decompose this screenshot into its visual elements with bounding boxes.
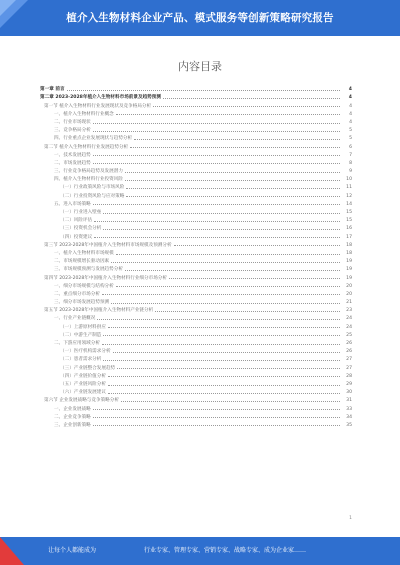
toc-entry-label: （一）上游原材料供应 (60, 324, 106, 330)
toc-entry[interactable] (40, 395, 352, 403)
toc-entry[interactable] (40, 84, 352, 92)
toc-leader-dots (103, 360, 340, 361)
toc-entry-page: 23 (346, 308, 352, 314)
toc-entry[interactable] (40, 321, 352, 329)
toc-entry-page: 4 (348, 87, 352, 93)
toc-entry-label: （一）行业政策风险与市场风险 (60, 185, 125, 191)
toc-entry[interactable] (40, 371, 352, 379)
toc-leader-dots (94, 221, 340, 222)
toc-leader-dots (94, 237, 340, 238)
toc-leader-dots (125, 270, 340, 271)
toc-leader-dots (126, 196, 340, 197)
toc-leader-dots (155, 311, 340, 312)
toc-entry-page: 10 (346, 177, 352, 183)
toc-leader-dots (116, 114, 340, 115)
toc-entry-label: 二、市场规模增长驱动因素 (54, 259, 110, 265)
toc-entry-label: （四）产业链价值分析 (60, 373, 106, 379)
toc-entry-page: 14 (346, 201, 352, 207)
toc-entry-label: 第二节 植介入生物材料行业发展趋势分析 (44, 144, 129, 150)
toc-entry-page: 24 (346, 316, 352, 322)
toc-leader-dots (116, 286, 340, 287)
toc-leader-dots (93, 155, 340, 156)
toc-entry-label: （二）患者需求分析 (60, 357, 102, 363)
toc-entry-page: 24 (346, 324, 352, 330)
toc-entry[interactable] (40, 125, 352, 133)
toc-entry-label: （二）中游生产制造 (60, 332, 102, 338)
toc-entry[interactable] (40, 166, 352, 174)
toc-entry-label: 三、企业创新策略 (54, 422, 91, 428)
toc-leader-dots (108, 327, 340, 328)
toc-leader-dots (93, 417, 340, 418)
toc-leader-dots (113, 352, 340, 353)
toc-entry[interactable] (40, 330, 352, 338)
toc-leader-dots (108, 385, 340, 386)
toc-entry[interactable] (40, 240, 352, 248)
toc-title: 内容目录 (178, 60, 222, 73)
toc-entry[interactable] (40, 313, 352, 321)
toc-entry-page: 5 (349, 136, 352, 142)
toc-entry[interactable] (40, 256, 352, 264)
toc-leader-dots (134, 139, 340, 140)
toc-entry-label: 第三节 2023-2028年中国植介入生物材料市场规模及预测分析 (44, 242, 172, 248)
toc-entry[interactable] (40, 141, 352, 149)
toc-entry[interactable] (40, 190, 352, 198)
toc-entry[interactable] (40, 403, 352, 411)
toc-leader-dots (103, 213, 340, 214)
toc-entry-label: 二、市场发展趋势 (54, 160, 91, 166)
toc-leader-dots (117, 368, 340, 369)
footer-slogan-right: 行业专家、管理专家、营销专家、战略专家、成为企业家…… (144, 547, 307, 554)
toc-entry-label: 二、行业市场现状 (54, 119, 91, 125)
toc-entry-page: 4 (348, 95, 352, 101)
toc-entry-page: 19 (346, 259, 352, 265)
footer-corner-decoration (0, 537, 40, 565)
toc-entry-page: 34 (346, 414, 352, 420)
toc-entry-label: 第六节 企业发展战略与竞争策略分析 (44, 398, 119, 404)
toc-leader-dots (102, 344, 340, 345)
toc-entry-page: 35 (346, 422, 352, 428)
toc-entry[interactable] (40, 223, 352, 231)
toc-leader-dots (67, 90, 340, 91)
toc-entry-label: （五）产业链风险分析 (60, 381, 106, 387)
toc-entry-label: （二）行业投资风险与应对策略 (60, 193, 125, 199)
toc-entry-page: 4 (349, 119, 352, 125)
toc-leader-dots (111, 262, 340, 263)
toc-entry[interactable] (40, 207, 352, 215)
toc-entry-page: 4 (349, 111, 352, 117)
toc-entry-page: 26 (346, 349, 352, 355)
toc-entry-page: 20 (346, 291, 352, 297)
toc-entry[interactable] (40, 305, 352, 313)
toc-entry-page: 18 (346, 242, 352, 248)
toc-entry-label: 第一节 植介入生物材料行业发展现状及竞争格局分析 (44, 103, 152, 109)
toc-leader-dots (93, 123, 340, 124)
toc-entry-label: 三、行业竞争格局趋势及发展潜力 (54, 169, 123, 175)
toc-entry-label: 一、植介入生物材料行业概念 (54, 111, 114, 117)
toc-entry-label: （三）投资机会分析 (60, 226, 102, 232)
toc-entry-label: 一、植介入生物材料市场规模 (54, 250, 114, 256)
toc-entry[interactable] (40, 248, 352, 256)
toc-entry[interactable] (40, 289, 352, 297)
toc-entry[interactable] (40, 281, 352, 289)
toc-entry-label: （一）行业进入壁垒 (60, 210, 102, 215)
toc-leader-dots (121, 401, 340, 402)
toc-entry-label: 三、细分市场发展趋势预测 (54, 300, 110, 306)
toc-entry-page: 8 (349, 160, 352, 166)
toc-entry[interactable] (40, 215, 352, 223)
toc-entry-label: 二、重点细分市场分析 (54, 291, 100, 297)
toc-leader-dots (108, 393, 340, 394)
toc-leader-dots (111, 303, 340, 304)
toc-leader-dots (103, 229, 340, 230)
toc-leader-dots (116, 254, 340, 255)
toc-entry-label: 第一章 前言 (40, 87, 65, 93)
toc-entry-page: 11 (346, 185, 352, 191)
toc-entry-page: 15 (346, 210, 352, 215)
toc-entry-label: （四）投资建议 (60, 234, 93, 240)
toc-entry-label: （二）风险评估 (60, 218, 93, 224)
toc-entry-label: 第二章 2023-2028年植介入生物材料市场前景及趋势预测 (40, 95, 161, 101)
toc-entry-page: 21 (346, 300, 352, 306)
toc-leader-dots (97, 319, 340, 320)
toc-entry-page: 9 (349, 169, 352, 175)
toc-entry-label: 一、企业发展战略 (54, 406, 91, 412)
page-number: 1 (349, 516, 352, 521)
toc-leader-dots (108, 376, 340, 377)
toc-leader-dots (93, 425, 340, 426)
report-header-bar (0, 0, 400, 36)
report-title: 植介入生物材料企业产品、模式服务等创新策略研究报告 (66, 12, 334, 24)
toc-leader-dots (102, 294, 340, 295)
toc-entry-label: 五、进入市场策略 (54, 201, 91, 207)
toc-entry-page: 25 (346, 332, 352, 338)
toc-entry[interactable] (40, 92, 352, 100)
toc-entry-page: 18 (346, 250, 352, 256)
toc-entry-page: 33 (346, 406, 352, 412)
toc-leader-dots (163, 98, 340, 99)
toc-leader-dots (93, 204, 340, 205)
toc-entry[interactable] (40, 182, 352, 190)
toc-entry-page: 27 (346, 365, 352, 371)
toc-entry-label: 二、下游应用领域分析 (54, 341, 100, 346)
toc-leader-dots (93, 131, 340, 132)
toc-entry[interactable] (40, 158, 352, 166)
toc-leader-dots (125, 172, 340, 173)
toc-entry-page: 7 (349, 152, 352, 158)
toc-entry-page: 26 (346, 341, 352, 346)
toc-entry[interactable] (40, 412, 352, 420)
toc-leader-dots (126, 188, 340, 189)
toc-entry-page: 27 (346, 357, 352, 363)
toc-entry[interactable] (40, 231, 352, 239)
toc-entry[interactable] (40, 272, 352, 280)
toc-entry-page: 29 (346, 381, 352, 387)
toc-entry[interactable] (40, 150, 352, 158)
table-of-contents (40, 84, 352, 428)
toc-entry-page: 20 (346, 283, 352, 289)
toc-entry[interactable] (40, 420, 352, 428)
toc-entry[interactable] (40, 338, 352, 346)
toc-entry-page: 17 (346, 234, 352, 240)
toc-entry[interactable] (40, 109, 352, 117)
toc-entry-page: 28 (346, 373, 352, 379)
toc-entry[interactable] (40, 100, 352, 108)
toc-entry[interactable] (40, 264, 352, 272)
toc-entry[interactable] (40, 174, 352, 182)
toc-entry-label: 一、技术发展趋势 (54, 152, 91, 158)
toc-entry[interactable] (40, 387, 352, 395)
toc-entry[interactable] (40, 133, 352, 141)
toc-entry-page: 19 (346, 275, 352, 281)
toc-entry[interactable] (40, 199, 352, 207)
toc-entry-label: （三）产业链整合发展趋势 (60, 365, 116, 371)
toc-entry-page: 4 (349, 103, 352, 109)
toc-entry-label: 一、行业产业链概况 (54, 316, 96, 322)
toc-leader-dots (125, 180, 340, 181)
toc-entry-page: 16 (346, 226, 352, 232)
toc-entry-label: （六）产业链发展建议 (60, 390, 106, 396)
toc-entry[interactable] (40, 362, 352, 370)
toc-entry-page: 12 (346, 193, 352, 199)
toc-entry-page: 5 (349, 128, 352, 134)
toc-leader-dots (93, 409, 340, 410)
toc-entry-label: （一）医疗机构需求分析 (60, 349, 111, 355)
toc-leader-dots (130, 147, 340, 148)
toc-leader-dots (153, 106, 340, 107)
toc-entry[interactable] (40, 379, 352, 387)
footer-slogan-left: 让每个人都能成为 (48, 547, 97, 554)
toc-entry[interactable] (40, 117, 352, 125)
toc-entry-page: 19 (346, 267, 352, 273)
toc-entry-label: 第四节 2023-2028年中国植介入生物材料行业细分市场分析 (44, 275, 167, 281)
toc-entry-page: 6 (349, 144, 352, 150)
toc-leader-dots (169, 278, 340, 279)
toc-entry-label: 四、植介入生物材料行业投资风险 (54, 177, 123, 183)
toc-entry[interactable] (40, 297, 352, 305)
toc-leader-dots (93, 163, 340, 164)
toc-entry-label: 三、竞争格局分析 (54, 128, 91, 134)
toc-entry-label: 一、细分市场规模与结构分析 (54, 283, 114, 289)
toc-entry-label: 二、企业竞争策略 (54, 414, 91, 420)
toc-entry[interactable] (40, 354, 352, 362)
toc-entry-label: 四、行业重点企业发展现状与趋势分析 (54, 136, 133, 142)
toc-leader-dots (174, 245, 340, 246)
toc-entry-page: 30 (346, 390, 352, 396)
toc-entry-page: 15 (346, 218, 352, 224)
toc-entry[interactable] (40, 346, 352, 354)
toc-entry-label: 三、市场规模预测与发展趋势分析 (54, 267, 123, 273)
toc-leader-dots (103, 335, 340, 336)
toc-entry-page: 31 (346, 398, 352, 404)
toc-entry-label: 第五节 2023-2028年中国植介入生物材料产业链分析 (44, 308, 154, 314)
